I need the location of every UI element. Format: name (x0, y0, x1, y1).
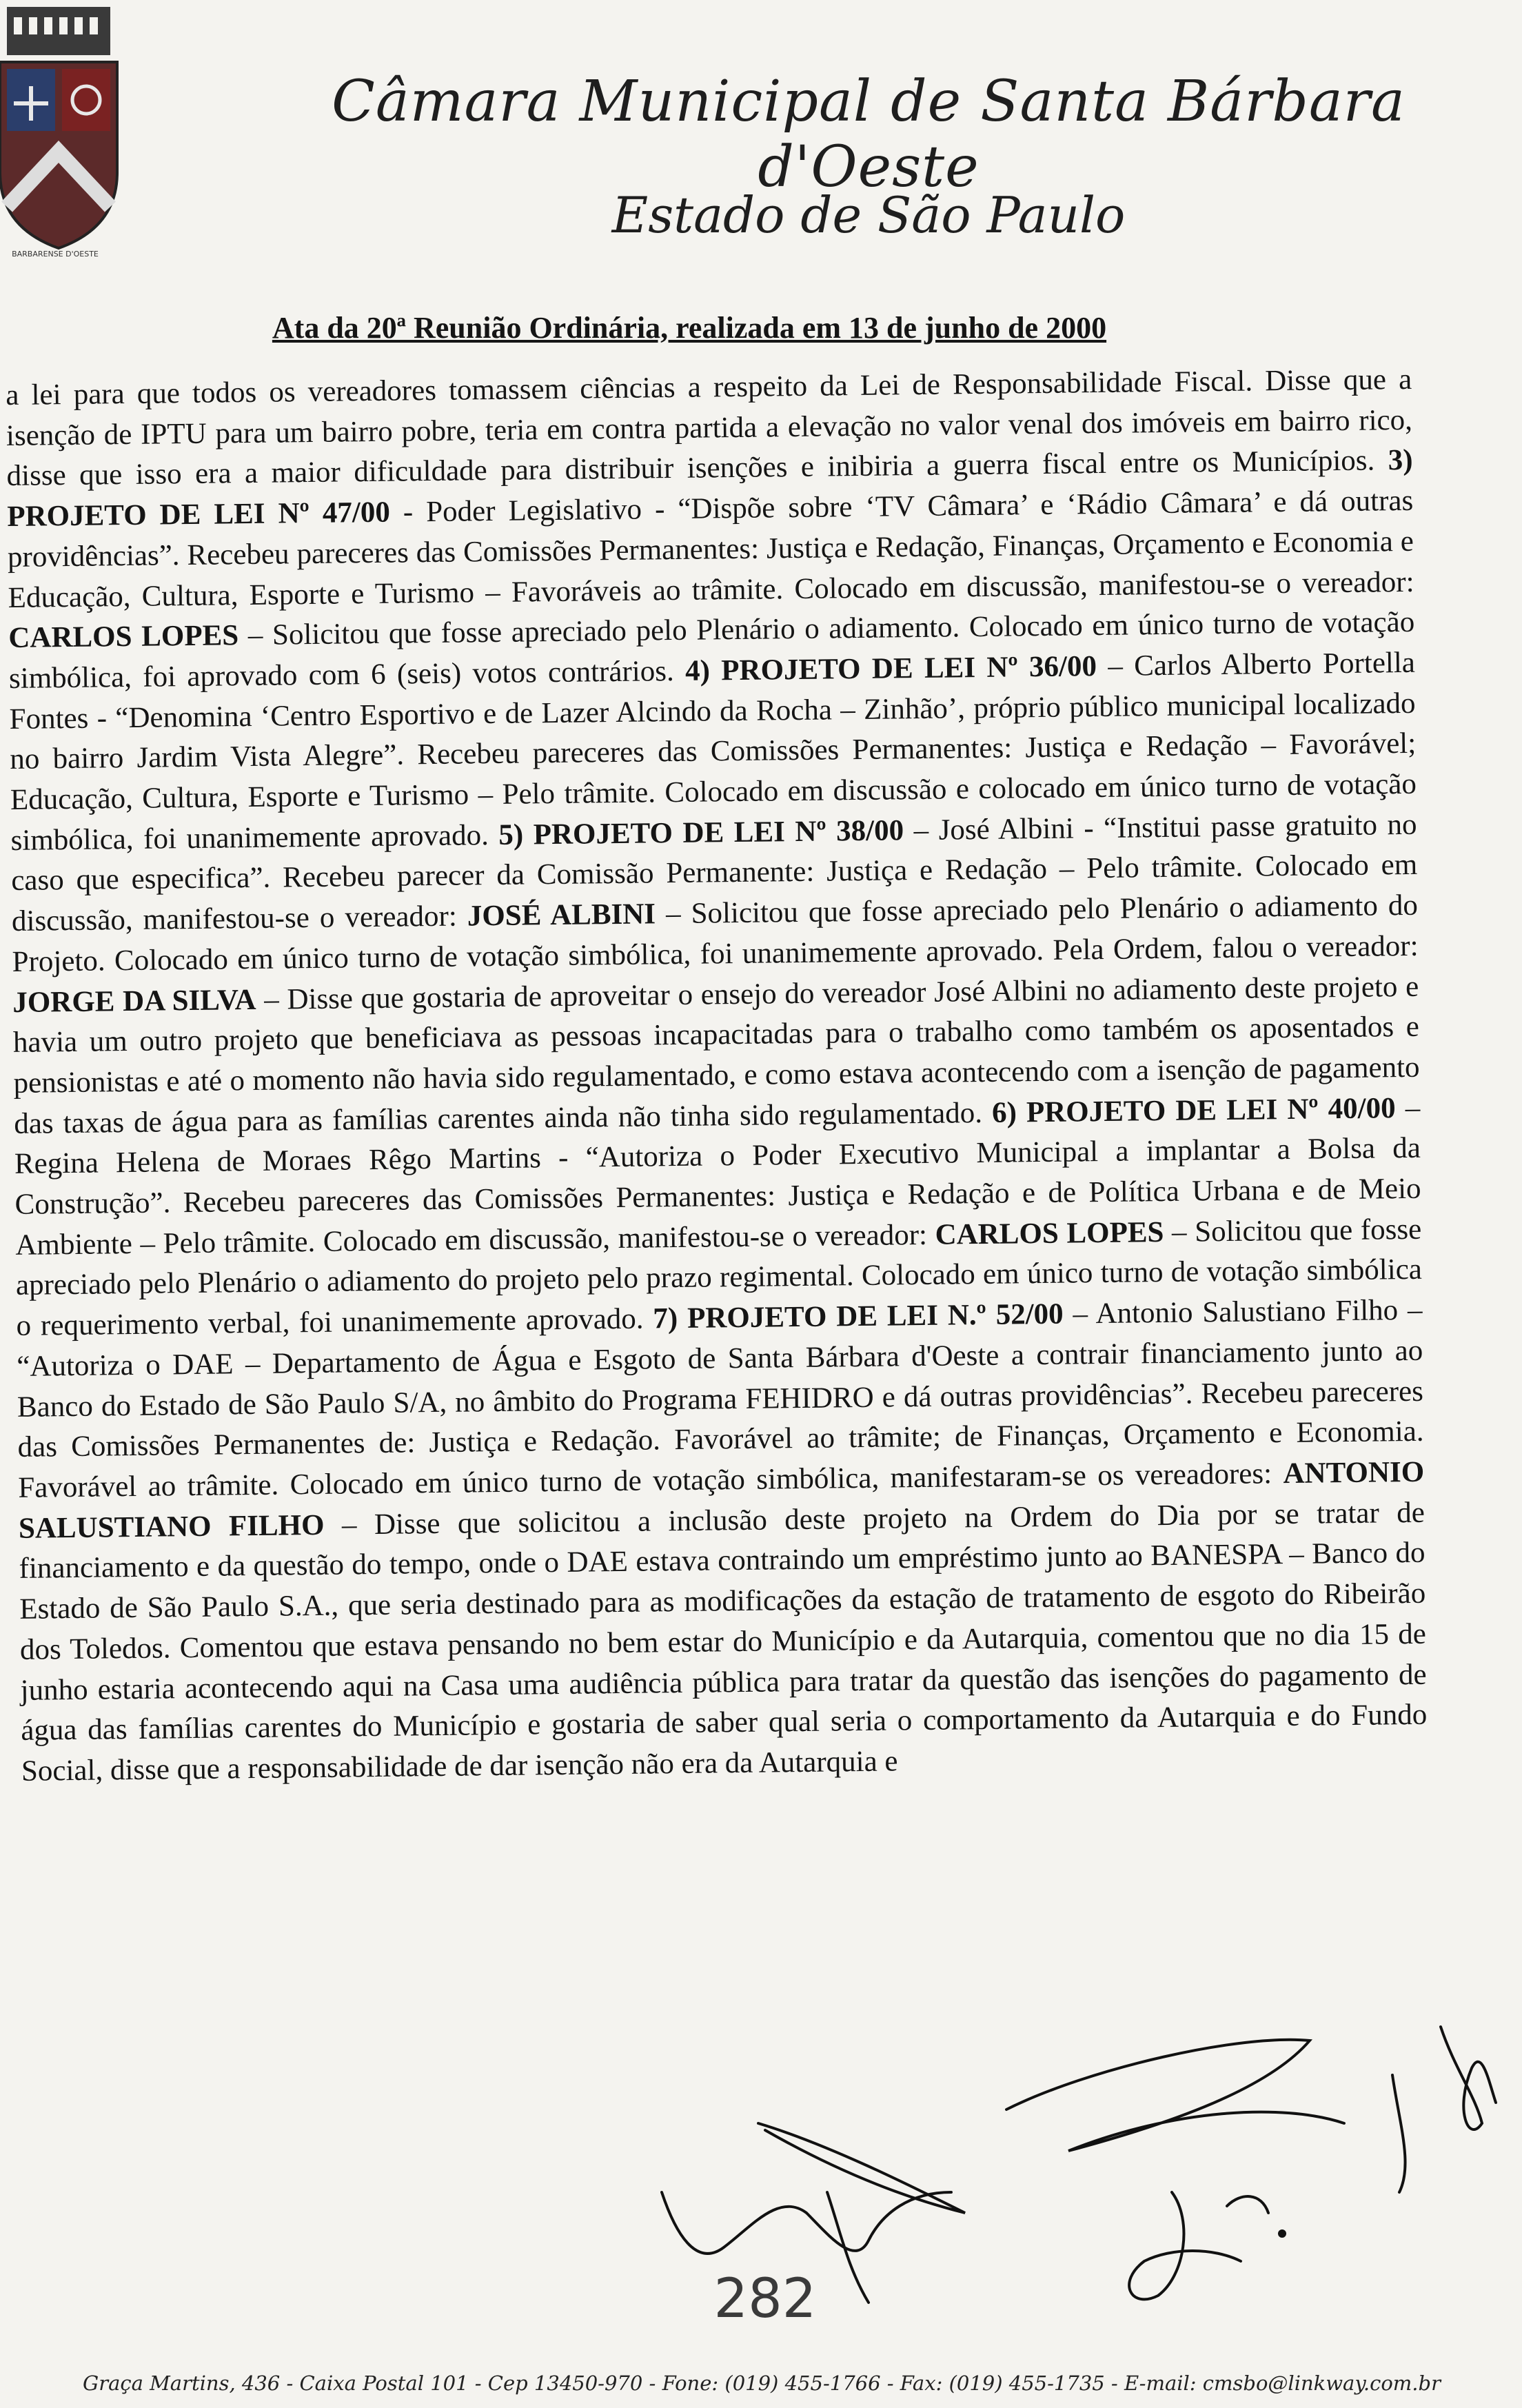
minutes-title: Ata da 20ª Reunião Ordinária, realizada em 13 de junho de 2000 (272, 311, 1107, 345)
letterhead-footer: Graça Martins, 436 - Caixa Postal 101 - Cep 13450-970 - Fone: (019) 455-1766 - Fax: (019) 455-1735 - E-mail: cmsbo@linkway.com.br (83, 2371, 1441, 2395)
coat-of-arms-icon (0, 0, 124, 262)
body-text: – Solicitou que fosse apreciado pelo Plenário o adiamento do Projeto. Colocado em único turno de votação simbólica, foi unanimemente aprovado. Pela Ordem, falou o vereador: (12, 889, 1419, 978)
speaker-name: ANTONIO SALUSTIANO FILHO (18, 1455, 1425, 1545)
handwritten-signatures (620, 1985, 1516, 2316)
signature-mark (1279, 2231, 1285, 2236)
bill-heading: 6) PROJETO DE LEI Nº 40/00 (991, 1091, 1396, 1129)
body-text: – Solicitou que fosse apreciado pelo Plenário o adiamento do projeto pelo prazo regimental. Colocado em único turno de votação simbólica o requerimento verbal, foi unanimemente aprovado. (15, 1213, 1423, 1343)
signature-mark (1006, 2040, 1344, 2151)
bill-heading: 7) PROJETO DE LEI N.º 52/00 (653, 1297, 1064, 1335)
minutes-body (6, 360, 1428, 1792)
body-text: – Carlos Alberto Portella Fontes - “Denomina ‘Centro Esportivo e de Lazer Alcindo da Rocha – Zinhão’, próprio público municipal localizado no bairro Jardim Vista Alegre”. Recebeu pareceres das Comissões Permanentes: Justiça e Redação – Favorável; Educação, Cultura, Esporte e Turismo – Pelo trâmite. Colocado em discussão e colocado em único turno de votação simbólica, foi unanimemente aprovado. (9, 646, 1417, 857)
signature-mark (662, 2192, 951, 2254)
signature-mark (1129, 2192, 1241, 2299)
body-text: – Disse que gostaria de aproveitar o ensejo do vereador José Albini no adiamento deste projeto e havia um outro projeto que beneficiava as pessoas incapacitadas para o trabalho como também os aposentados e pensionistas e até o momento não havia sido regulamentado, e como estava acontecendo com a isenção de pagamento das taxas de água para as famílias carentes ainda não tinha sido regulamentado. (12, 970, 1420, 1140)
speaker-name: CARLOS LOPES (935, 1215, 1164, 1251)
page-number: 282 (713, 2268, 817, 2330)
signature-mark (1392, 2075, 1406, 2192)
minutes-paragraph (6, 360, 1428, 1792)
signature-mark (1441, 2027, 1496, 2129)
bill-heading: 5) PROJETO DE LEI Nº 38/00 (498, 813, 904, 851)
signature-mark (758, 2123, 965, 2213)
speaker-name: CARLOS LOPES (8, 619, 239, 655)
speaker-name: JORGE DA SILVA (12, 983, 256, 1019)
bill-heading: 4) PROJETO DE LEI Nº 36/00 (684, 649, 1097, 687)
letterhead-title: Câmara Municipal de Santa Bárbara d'Oeste (332, 69, 1406, 200)
body-text: – Regina Helena de Moraes Rêgo Martins - “Autoriza o Poder Executivo Municipal a implantar a Bolsa da Construção”. Recebeu pareceres das Comissões Permanentes: Justiça e Redação e de Política Urbana e de Meio Ambiente – Pelo trâmite. Colocado em discussão, manifestou-se o vereador: (14, 1091, 1421, 1262)
body-text: - Poder Legislativo - “Dispõe sobre ‘TV Câmara’ e ‘Rádio Câmara’ e dá outras providências”. Recebeu pareceres das Comissões Permanentes: Justiça e Redação, Finanças, Orçamento e Economia e Educação, Cultura, Esporte e Turismo – Favoráveis ao trâmite. Colocado em discussão, manifestou-se o vereador: (7, 484, 1414, 614)
letterhead-subtitle: Estado de São Paulo (611, 186, 1126, 244)
crest-banner: BARBARENSE D'OESTE (12, 250, 99, 259)
body-text: – Disse que solicitou a inclusão deste projeto na Ordem do Dia por se tratar de financiamento e da questão do tempo, onde o DAE estava contraindo um empréstimo junto ao BANESPA – Banco do Estado de São Paulo S.A., que seria destinado para as modificações da estação de tratamento de esgoto do Ribeirão dos Toledos. Comentou que estava pensando no bem estar do Município e da Autarquia, comentou que no dia 15 de junho estaria acontecendo aqui na Casa uma audiência pública para tratar da questão das isenções do pagamento de água das famílias carentes do Município e gostaria de saber qual seria o comportamento da Autarquia e do Fundo Social, disse que a responsabilidade de dar isenção não era da Autarquia e (19, 1496, 1428, 1788)
speaker-name: JOSÉ ALBINI (467, 898, 656, 933)
body-text: a lei para que todos os vereadores tomassem ciências a respeito da Lei de Responsabilidade Fiscal. Disse que a isenção de IPTU para um bairro pobre, teria em contra partida a elevação no valor venal dos imóveis em bairro rico, disse que isso era a maior dificuldade para distribuir isenções e inibiria a guerra fiscal entre os Municípios. (6, 363, 1413, 493)
signature-mark (1227, 2196, 1268, 2213)
body-text: – Solicitou que fosse apreciado pelo Plenário o adiamento. Colocado em único turno de votação simbólica, foi aprovado com 6 (seis) votos contrários. (8, 606, 1415, 695)
bill-heading: 3) PROJETO DE LEI Nº 47/00 (7, 444, 1413, 534)
body-text: – José Albini - “Institui passe gratuito no caso que especifica”. Recebeu parecer da Comissão Permanente: Justiça e Redação – Pelo trâmite. Colocado em discussão, manifestou-se o vereador: (11, 808, 1418, 938)
body-text: – Antonio Salustiano Filho – “Autoriza o DAE – Departamento de Água e Esgoto de Santa Bárbara d'Oeste a contrair financiamento junto ao Banco do Estado de São Paulo S/A, no âmbito do Programa FEHIDRO e dá outras providências”. Recebeu pareceres das Comissões Permanentes de: Justiça e Redação. Favorável ao trâmite; de Finanças, Orçamento e Economia. Favorável ao trâmite. Colocado em único turno de votação simbólica, manifestaram-se os vereadores: (17, 1293, 1424, 1504)
